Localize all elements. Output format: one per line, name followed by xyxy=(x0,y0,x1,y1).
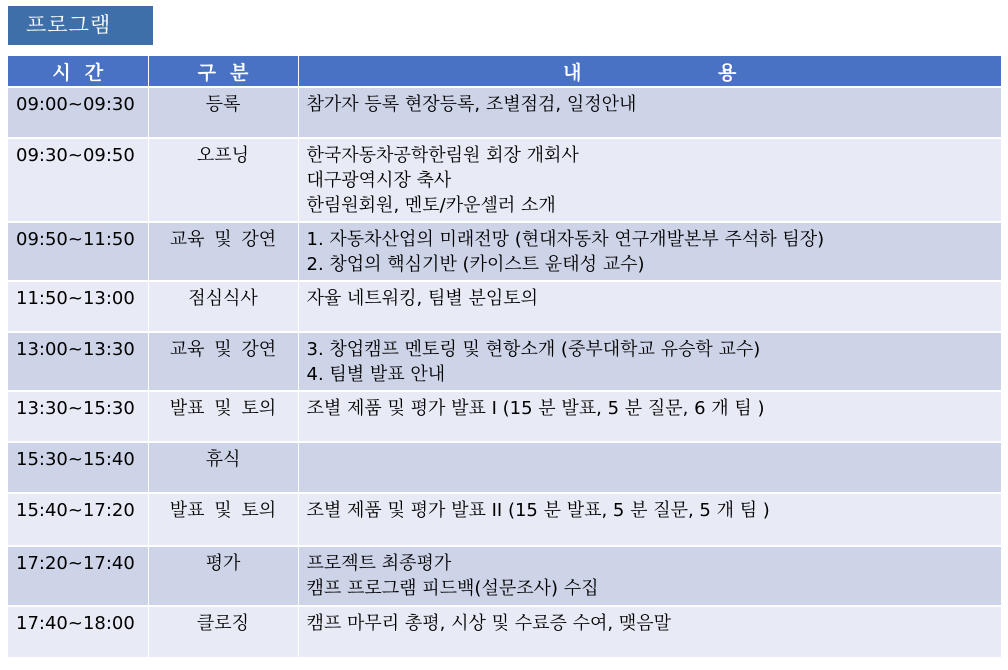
row-content xyxy=(298,546,1001,606)
table-row xyxy=(8,87,1001,138)
row-time: 15:40~17:20 xyxy=(8,493,148,546)
row-time: 13:30~15:30 xyxy=(8,391,148,442)
row-time: 09:30~09:50 xyxy=(8,138,148,222)
table-row xyxy=(8,281,1001,332)
row-content xyxy=(298,391,1001,442)
schedule-body xyxy=(8,87,1001,657)
table-row xyxy=(8,222,1001,281)
row-content xyxy=(298,493,1001,546)
row-time: 15:30~15:40 xyxy=(8,442,148,493)
row-category: 등록 xyxy=(148,87,298,138)
page-title: 프로그램 xyxy=(8,6,153,45)
content-line: 조별 제품 및 평가 발표 II (15 분 발표, 5 분 질문, 5 개 팀 ) xyxy=(306,500,770,521)
row-category: 휴식 xyxy=(148,442,298,493)
row-time: 09:50~11:50 xyxy=(8,222,148,281)
row-content xyxy=(298,442,1001,493)
row-content xyxy=(298,606,1001,657)
row-category: 교육 및 강연 xyxy=(148,332,298,391)
content-line: 캠프 마무리 총평, 시상 및 수료증 수여, 맺음말 xyxy=(306,613,671,634)
content-line: 3. 창업캠프 멘토링 및 현항소개 (중부대학교 유승학 교수) xyxy=(306,339,761,360)
content-line: 참가자 등록 현장등록, 조별점검, 일정안내 xyxy=(306,94,637,115)
row-time: 17:40~18:00 xyxy=(8,606,148,657)
row-content xyxy=(298,332,1001,391)
row-category: 발표 및 토의 xyxy=(148,493,298,546)
row-time: 17:20~17:40 xyxy=(8,546,148,606)
row-category: 점심식사 xyxy=(148,281,298,332)
content-line: 1. 자동차산업의 미래전망 (현대자동차 연구개발본부 주석하 팀장) xyxy=(306,229,825,250)
row-content xyxy=(298,222,1001,281)
table-row xyxy=(8,546,1001,606)
row-time: 11:50~13:00 xyxy=(8,281,148,332)
row-time: 13:00~13:30 xyxy=(8,332,148,391)
content-line: 캠프 프로그램 피드백(설문조사) 수집 xyxy=(306,578,599,599)
table-row xyxy=(8,138,1001,222)
content-line: 한국자동차공학한림원 회장 개회사 xyxy=(306,145,579,166)
header-content: 내 용 xyxy=(298,56,1001,87)
table-row xyxy=(8,391,1001,442)
row-category: 발표 및 토의 xyxy=(148,391,298,442)
table-header-row xyxy=(8,56,1001,87)
row-category: 오프닝 xyxy=(148,138,298,222)
row-category: 클로징 xyxy=(148,606,298,657)
header-category: 구분 xyxy=(148,56,298,87)
content-line: 2. 창업의 핵심기반 (카이스트 윤태성 교수) xyxy=(306,254,645,275)
row-category: 평가 xyxy=(148,546,298,606)
row-content xyxy=(298,138,1001,222)
content-line: 조별 제품 및 평가 발표 I (15 분 발표, 5 분 질문, 6 개 팀 ) xyxy=(306,398,765,419)
content-line: 4. 팀별 발표 안내 xyxy=(306,364,446,385)
content-line: 대구광역시장 축사 xyxy=(306,170,452,191)
schedule-table xyxy=(8,56,1001,657)
table-row xyxy=(8,606,1001,657)
table-row xyxy=(8,332,1001,391)
content-line: 프로젝트 최종평가 xyxy=(306,553,452,574)
content-line: 자율 네트워킹, 팀별 분임토의 xyxy=(306,288,539,309)
content-line: 한림원회원, 멘토/카운셀러 소개 xyxy=(306,195,556,216)
row-category: 교육 및 강연 xyxy=(148,222,298,281)
row-content xyxy=(298,281,1001,332)
header-time: 시간 xyxy=(8,56,148,87)
table-row xyxy=(8,442,1001,493)
row-time: 09:00~09:30 xyxy=(8,87,148,138)
table-row xyxy=(8,493,1001,546)
row-content xyxy=(298,87,1001,138)
